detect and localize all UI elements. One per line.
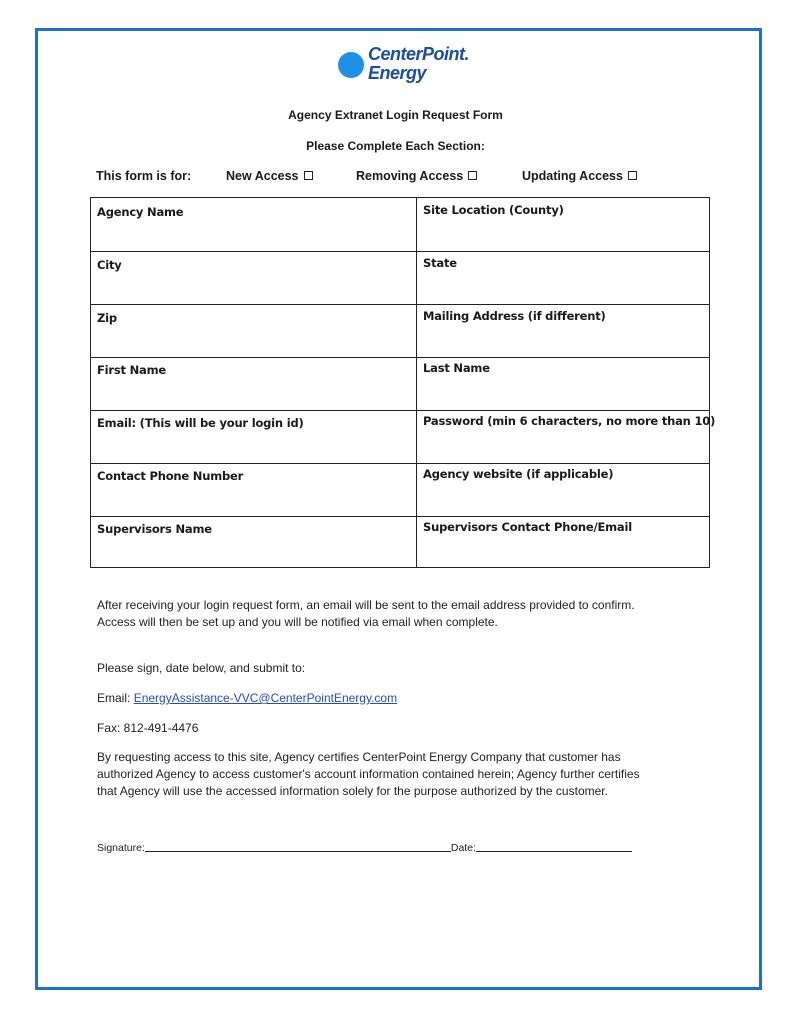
table-row-divider bbox=[91, 357, 709, 358]
removing-access-option[interactable] bbox=[356, 169, 477, 183]
mailing-address-field[interactable]: Mailing Address (if different) bbox=[423, 309, 606, 323]
updating-access-label: Updating Access bbox=[522, 169, 623, 183]
new-access-option[interactable] bbox=[226, 169, 313, 183]
confirmation-notice bbox=[97, 597, 717, 631]
table-row-divider bbox=[91, 463, 709, 464]
logo-text-line1: CenterPoint. bbox=[368, 44, 470, 64]
site-location-field[interactable]: Site Location (County) bbox=[423, 203, 564, 217]
form-title: Agency Extranet Login Request Form bbox=[288, 108, 503, 122]
updating-access-checkbox[interactable] bbox=[628, 171, 637, 180]
notice-line: After receiving your login request form, an email will be sent to the email address provided to confirm. bbox=[97, 598, 635, 612]
supervisors-name-field[interactable]: Supervisors Name bbox=[97, 522, 212, 536]
logo-text-line2: Energy bbox=[368, 63, 427, 83]
notice-line: Access will then be set up and you will be notified via email when complete. bbox=[97, 615, 498, 629]
updating-access-option[interactable] bbox=[522, 169, 637, 183]
table-row-divider bbox=[91, 251, 709, 252]
date-line[interactable] bbox=[476, 842, 632, 852]
submit-instruction: Please sign, date below, and submit to: bbox=[97, 661, 306, 675]
table-column-divider bbox=[416, 198, 417, 567]
new-access-label: New Access bbox=[226, 169, 299, 183]
city-field[interactable]: City bbox=[97, 258, 122, 272]
agency-website-field[interactable]: Agency website (if applicable) bbox=[423, 467, 614, 481]
certification-line: By requesting access to this site, Agency certifies CenterPoint Energy Company that customer has bbox=[97, 750, 621, 764]
email-label: Email: bbox=[97, 691, 131, 705]
date-label: Date: bbox=[450, 842, 476, 854]
contact-phone-field[interactable]: Contact Phone Number bbox=[97, 469, 244, 483]
email-link[interactable]: EnergyAssistance-VVC@CenterPointEnergy.com bbox=[133, 691, 398, 705]
form-subtitle: Please Complete Each Section: bbox=[306, 139, 485, 153]
signature-line[interactable] bbox=[145, 842, 451, 852]
zip-field[interactable]: Zip bbox=[97, 311, 117, 325]
certification-line: that Agency will use the accessed information solely for the purpose authorized by the customer. bbox=[97, 784, 608, 798]
signature-row bbox=[97, 842, 632, 854]
agency-name-field[interactable]: Agency Name bbox=[97, 205, 184, 219]
certification-statement bbox=[97, 749, 717, 800]
form-purpose-label: This form is for: bbox=[96, 169, 192, 183]
email-field[interactable]: Email: (This will be your login id) bbox=[97, 416, 304, 430]
fax-number: Fax: 812-491-4476 bbox=[97, 721, 199, 735]
first-name-field[interactable]: First Name bbox=[97, 363, 166, 377]
submit-email bbox=[97, 690, 717, 707]
supervisors-contact-field[interactable]: Supervisors Contact Phone/Email bbox=[423, 520, 632, 534]
last-name-field[interactable]: Last Name bbox=[423, 361, 490, 375]
certification-line: authorized Agency to access customer's account information contained herein; Agency further certifies bbox=[97, 767, 640, 781]
agency-info-table bbox=[90, 197, 716, 568]
removing-access-checkbox[interactable] bbox=[468, 171, 477, 180]
logo-circle-icon bbox=[338, 52, 364, 78]
centerpoint-logo bbox=[336, 44, 470, 88]
removing-access-label: Removing Access bbox=[356, 169, 464, 183]
table-row-divider bbox=[91, 516, 709, 517]
state-field[interactable]: State bbox=[423, 256, 457, 270]
table-row-divider bbox=[91, 304, 709, 305]
password-field[interactable]: Password (min 6 characters, no more than 10) bbox=[423, 414, 716, 428]
signature-label: Signature: bbox=[97, 842, 145, 854]
table-row-divider bbox=[91, 410, 709, 411]
new-access-checkbox[interactable] bbox=[304, 171, 313, 180]
